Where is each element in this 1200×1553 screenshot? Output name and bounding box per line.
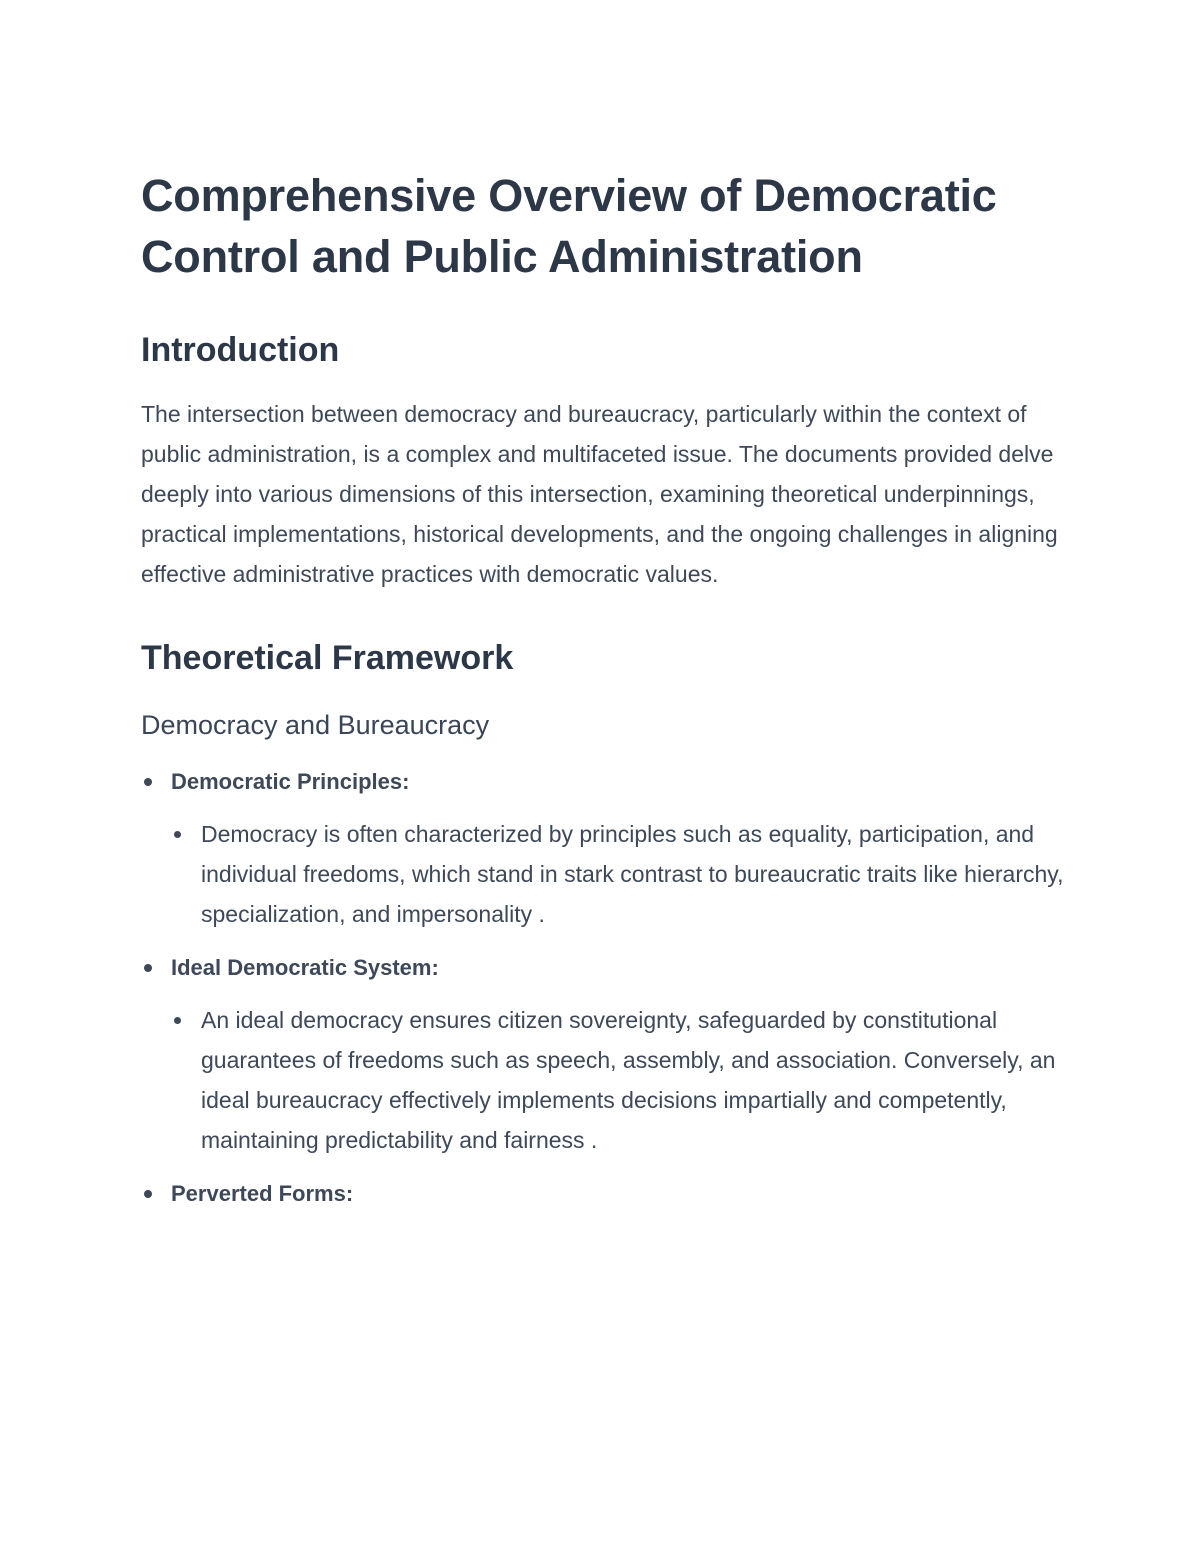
document-page [141,165,1071,1228]
theoretical-framework-heading: Theoretical Framework [141,639,514,677]
sub-list [171,1000,1071,1160]
bullet-icon [144,778,152,786]
list-item-label: Democratic Principles: [171,769,410,794]
document-title: Comprehensive Overview of Democratic Control and Public Administration [141,170,997,282]
bullet-icon [174,831,181,838]
sub-list-item-text: An ideal democracy ensures citizen sovereignty, safeguarded by constitutional guarantees of freedoms such as speech, assembly, and association. Conversely, an ideal bureaucracy effectively implements decisions impartially and competently, maintaining predictability and fairness . [201,1007,1056,1153]
sub-list-item [171,814,1071,934]
list-item [141,762,1071,934]
democracy-bureaucracy-subheading: Democracy and Bureaucracy [141,710,490,740]
sub-list [171,814,1071,934]
bullet-icon [144,964,152,972]
bullet-icon [174,1017,181,1024]
framework-list [141,762,1071,1214]
sub-list-item [171,1000,1071,1160]
list-item-label: Perverted Forms: [171,1181,354,1206]
list-item [141,1174,1071,1214]
bullet-icon [144,1190,152,1198]
list-item-label: Ideal Democratic System: [171,955,439,980]
introduction-heading: Introduction [141,331,340,369]
sub-list-item-text: Democracy is often characterized by principles such as equality, participation, and individual freedoms, which stand in stark contrast to bureaucratic traits like hierarchy, specialization, and impersonality . [201,821,1064,927]
introduction-paragraph: The intersection between democracy and bureaucracy, particularly within the context of public administration, is a complex and multifaceted issue. The documents provided delve deeply into various dimensions of this intersection, examining theoretical underpinnings, practical implementations, historical developments, and the ongoing challenges in aligning effective administrative practices with democratic values. [141,401,1058,587]
list-item [141,948,1071,1160]
